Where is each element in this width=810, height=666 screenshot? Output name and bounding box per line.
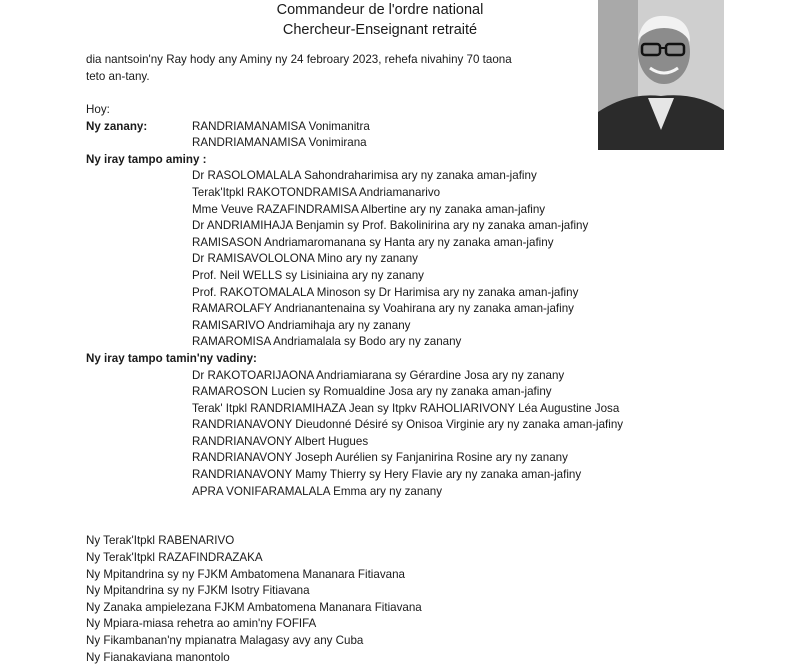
- header-title: Commandeur de l'ordre national: [276, 2, 484, 18]
- tampo-aminy-name: Dr RAMISAVOLOLONA Mino ary ny zanany: [192, 252, 418, 266]
- tampo-aminy-name: RAMAROLAFY Andrianantenaina sy Voahirana ary ny zanaka aman-jafiny: [192, 302, 574, 316]
- spacer: [86, 500, 706, 517]
- tampo-vadiny-name: Terak' Itpkl RANDRIAMIHAZA Jean sy Itpkv RAHOLIARIVONY Léa Augustine Josa: [192, 401, 620, 415]
- intro-line-2: teto an-tany.: [86, 69, 150, 83]
- tampo-vadiny-name: RANDRIANAVONY Albert Hugues: [192, 434, 369, 448]
- tampo-aminy-name: Terak'Itpkl RAKOTONDRAMISA Andriamanarivo: [192, 185, 441, 199]
- zanany-label: Ny zanany:: [86, 119, 148, 133]
- hoy-label: Hoy:: [86, 103, 110, 116]
- other-mourner: Ny Terak'Itpkl RAZAFINDRAZAKA: [86, 551, 263, 565]
- tampo-aminy-name: Dr RASOLOMALALA Sahondraharimisa ary ny zanaka aman-jafiny: [192, 169, 537, 183]
- other-mourner: Ny Terak'Itpkl RABENARIVO: [86, 534, 235, 548]
- tampo-aminy-name: Dr ANDRIAMIHAJA Benjamin sy Prof. Bakolinirina ary ny zanaka aman-jafiny: [192, 219, 589, 233]
- intro-text: [86, 52, 586, 85]
- zanany-name: RANDRIAMANAMISA Vonimanitra: [192, 119, 370, 133]
- other-mourner: Ny Mpiara-miasa rehetra ao amin'ny FOFIFA: [86, 617, 317, 631]
- tampo-aminy-label: Ny iray tampo aminy :: [86, 152, 207, 166]
- tampo-vadiny-name: RAMAROSON Lucien sy Romualdine Josa ary ny zanaka aman-jafiny: [192, 385, 552, 399]
- other-mourner: Ny Zanaka ampielezana FJKM Ambatomena Mananara Fitiavana: [86, 600, 422, 614]
- spacer: [86, 517, 706, 534]
- tampo-vadiny-name: RANDRIANAVONY Mamy Thierry sy Hery Flavie ary ny zanaka aman-jafiny: [192, 468, 582, 482]
- header-subtitle: Chercheur-Enseignant retraité: [282, 22, 478, 38]
- other-mourner: Ny Mpitandrina sy ny FJKM Ambatomena Mananara Fitiavana: [86, 567, 405, 581]
- bereaved-list: [86, 102, 706, 666]
- tampo-vadiny-name: RANDRIANAVONY Joseph Aurélien sy Fanjanirina Rosine ary ny zanany: [192, 451, 568, 465]
- intro-line-1: dia nantsoin'ny Ray hody any Aminy ny 24 febroary 2023, rehefa nivahiny 70 taona: [86, 53, 512, 66]
- tampo-aminy-name: Mme Veuve RAZAFINDRAMISA Albertine ary ny zanaka aman-jafiny: [192, 202, 546, 216]
- header: [170, 0, 590, 40]
- tampo-vadiny-label: Ny iray tampo tamin'ny vadiny:: [86, 351, 257, 365]
- tampo-vadiny-name: Dr RAKOTOARIJAONA Andriamiarana sy Gérardine Josa ary ny zanany: [192, 368, 565, 382]
- other-mourner: Ny Mpitandrina sy ny FJKM Isotry Fitiavana: [86, 584, 310, 598]
- tampo-aminy-name: RAMISARIVO Andriamihaja ary ny zanany: [192, 318, 411, 332]
- tampo-aminy-name: Prof. Neil WELLS sy Lisiniaina ary ny zanany: [192, 268, 424, 282]
- tampo-vadiny-name: RANDRIANAVONY Dieudonné Désiré sy Onisoa Virginie ary ny zanaka aman-jafiny: [192, 418, 624, 432]
- other-mourner: Ny Fikambanan'ny mpianatra Malagasy avy any Cuba: [86, 634, 364, 647]
- other-mourner: Ny Fianakaviana manontolo: [86, 650, 230, 664]
- tampo-vadiny-name: APRA VONIFARAMALALA Emma ary ny zanany: [192, 484, 443, 498]
- zanany-row-1: [86, 119, 706, 136]
- zanany-name: RANDRIAMANAMISA Vonimirana: [192, 136, 367, 150]
- tampo-aminy-name: RAMAROMISA Andriamalala sy Bodo ary ny zanany: [192, 335, 462, 349]
- tampo-aminy-name: Prof. RAKOTOMALALA Minoson sy Dr Harimisa ary ny zanaka aman-jafiny: [192, 285, 579, 299]
- tampo-aminy-name: RAMISASON Andriamaromanana sy Hanta ary ny zanaka aman-jafiny: [192, 235, 554, 249]
